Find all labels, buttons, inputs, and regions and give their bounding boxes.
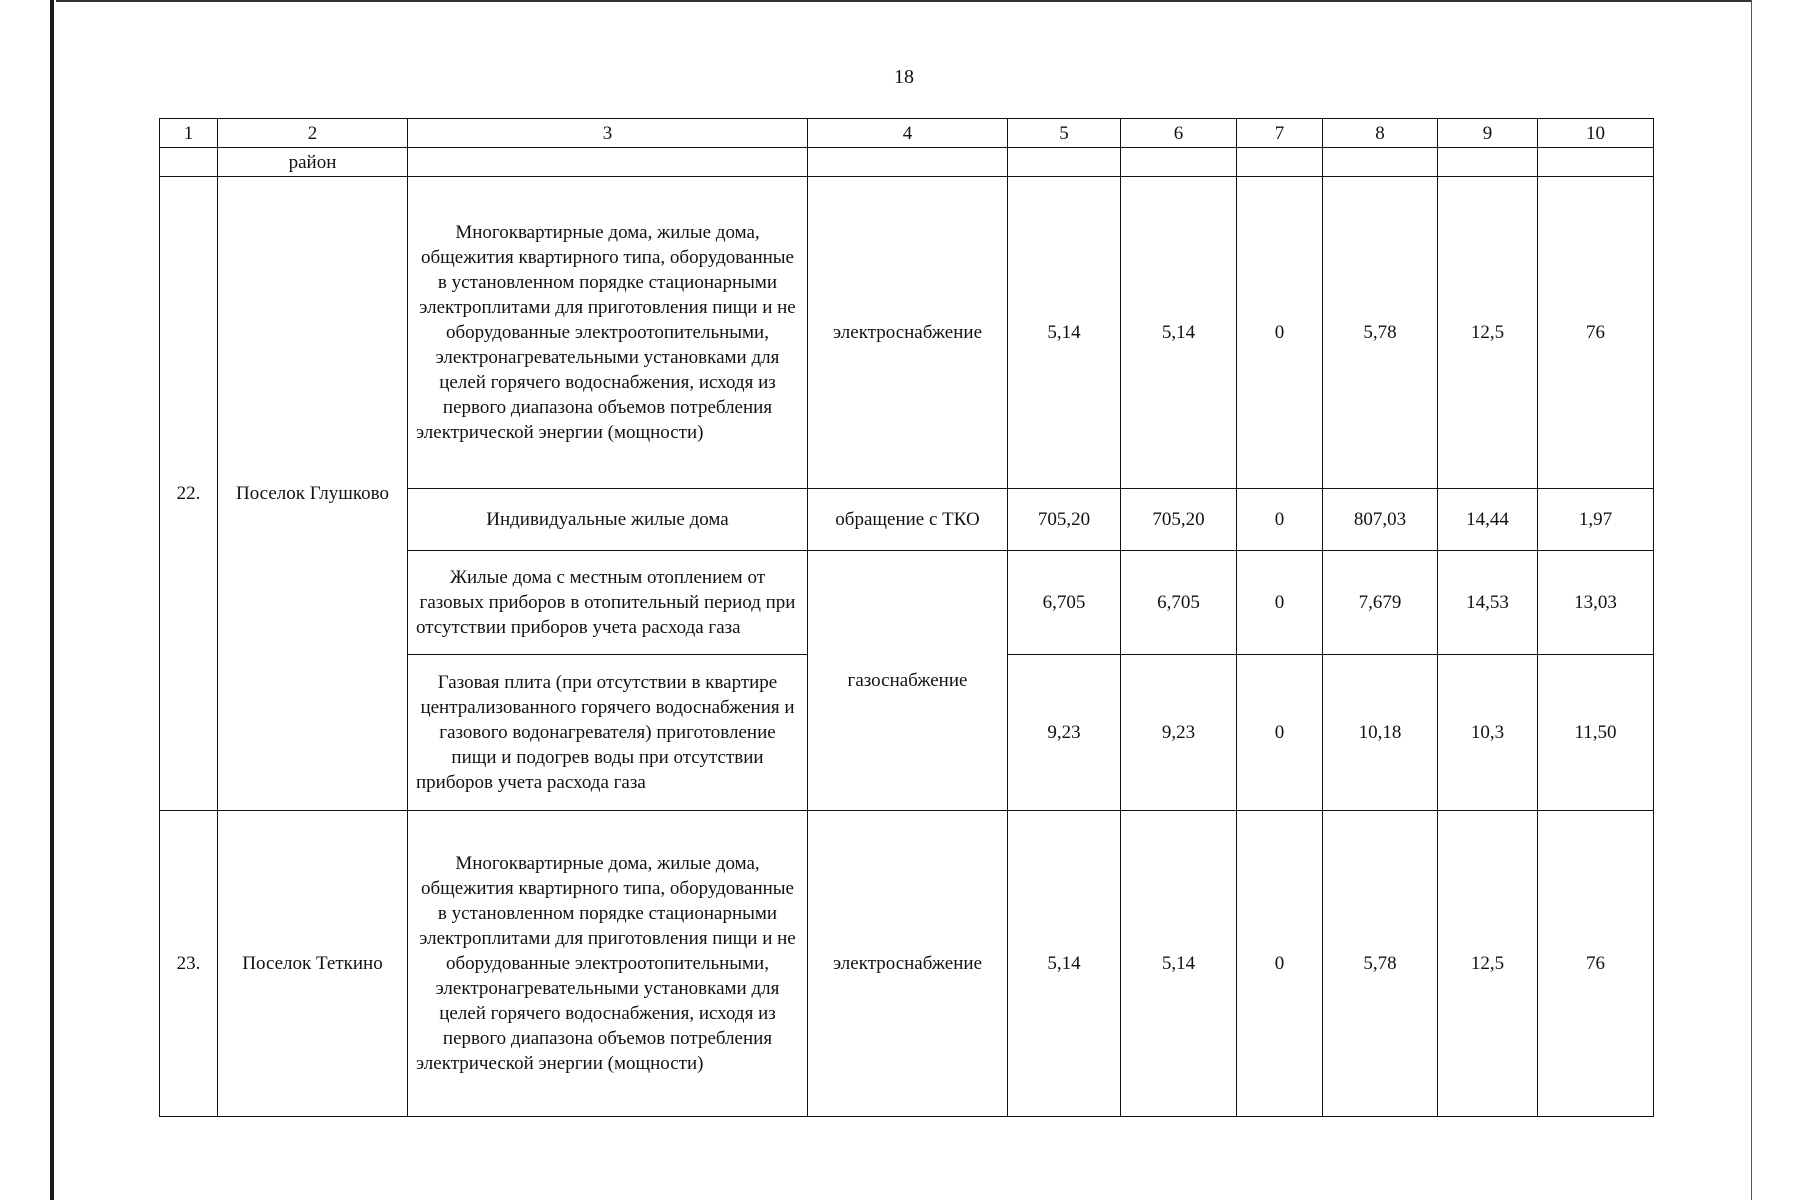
- header-cell: 6: [1121, 119, 1237, 148]
- value-col10: 13,03: [1538, 551, 1654, 655]
- header-cell: 9: [1438, 119, 1538, 148]
- header-cell: 8: [1323, 119, 1438, 148]
- value-col8: 5,78: [1323, 177, 1438, 489]
- continuation-label: район: [218, 148, 408, 177]
- value-col9: 10,3: [1438, 655, 1538, 811]
- value-col7: 0: [1237, 489, 1323, 551]
- value-col5: 705,20: [1008, 489, 1121, 551]
- value-col8: 807,03: [1323, 489, 1438, 551]
- scan-edge-top: [56, 0, 1751, 2]
- value-col10: 1,97: [1538, 489, 1654, 551]
- value-col7: 0: [1237, 551, 1323, 655]
- header-cell: 4: [808, 119, 1008, 148]
- value-col5: 5,14: [1008, 177, 1121, 489]
- table-row: [160, 811, 1654, 1117]
- value-col5: 5,14: [1008, 811, 1121, 1117]
- value-col8: 7,679: [1323, 551, 1438, 655]
- value-col7: 0: [1237, 655, 1323, 811]
- consumer-category: Жилые дома с местным отоплением от газовых приборов в отопительный период при отсутствии приборов учета расхода газа: [408, 551, 808, 655]
- settlement-name: Поселок Теткино: [218, 811, 408, 1117]
- value-col9: 14,44: [1438, 489, 1538, 551]
- value-col6: 5,14: [1121, 811, 1237, 1117]
- scan-edge-left: [50, 0, 54, 1200]
- value-col6: 5,14: [1121, 177, 1237, 489]
- column-number-row: [160, 119, 1654, 148]
- continuation-row: [160, 148, 1654, 177]
- value-col9: 12,5: [1438, 811, 1538, 1117]
- value-col6: 6,705: [1121, 551, 1237, 655]
- header-cell: 2: [218, 119, 408, 148]
- service-type: газоснабжение: [808, 551, 1008, 811]
- value-col10: 76: [1538, 177, 1654, 489]
- norms-table: [159, 118, 1654, 1117]
- value-col5: 6,705: [1008, 551, 1121, 655]
- consumer-category: Многоквартирные дома, жилые дома, общежития квартирного типа, оборудованные в установленном порядке стационарными электроплитами для приготовления пищи и не оборудованные электроотопительными, электронагревательными установками для целей горячего водоснабжения, исходя из первого диапазона объемов потребления электрической энергии (мощности): [408, 811, 808, 1117]
- value-col10: 11,50: [1538, 655, 1654, 811]
- header-cell: 1: [160, 119, 218, 148]
- settlement-name: Поселок Глушково: [218, 177, 408, 811]
- value-col6: 705,20: [1121, 489, 1237, 551]
- header-cell: 5: [1008, 119, 1121, 148]
- value-col10: 76: [1538, 811, 1654, 1117]
- header-cell: 7: [1237, 119, 1323, 148]
- header-cell: 10: [1538, 119, 1654, 148]
- value-col9: 14,53: [1438, 551, 1538, 655]
- service-type: обращение с ТКО: [808, 489, 1008, 551]
- consumer-category: Индивидуальные жилые дома: [408, 489, 808, 551]
- header-cell: 3: [408, 119, 808, 148]
- value-col9: 12,5: [1438, 177, 1538, 489]
- value-col7: 0: [1237, 177, 1323, 489]
- service-type: электроснабжение: [808, 177, 1008, 489]
- value-col8: 10,18: [1323, 655, 1438, 811]
- value-col6: 9,23: [1121, 655, 1237, 811]
- row-number: 22.: [160, 177, 218, 811]
- scan-edge-right: [1751, 0, 1752, 1200]
- page-number: 18: [894, 66, 914, 88]
- service-type: электроснабжение: [808, 811, 1008, 1117]
- value-col5: 9,23: [1008, 655, 1121, 811]
- row-number: 23.: [160, 811, 218, 1117]
- value-col7: 0: [1237, 811, 1323, 1117]
- table-row: [160, 177, 1654, 489]
- consumer-category: Многоквартирные дома, жилые дома, общежития квартирного типа, оборудованные в установленном порядке стационарными электроплитами для приготовления пищи и не оборудованные электроотопительными, электронагревательными установками для целей горячего водоснабжения, исходя из первого диапазона объемов потребления электрической энергии (мощности): [408, 177, 808, 489]
- value-col8: 5,78: [1323, 811, 1438, 1117]
- consumer-category: Газовая плита (при отсутствии в квартире централизованного горячего водоснабжения и газового водонагревателя) приготовление пищи и подогрев воды при отсутствии приборов учета расхода газа: [408, 655, 808, 811]
